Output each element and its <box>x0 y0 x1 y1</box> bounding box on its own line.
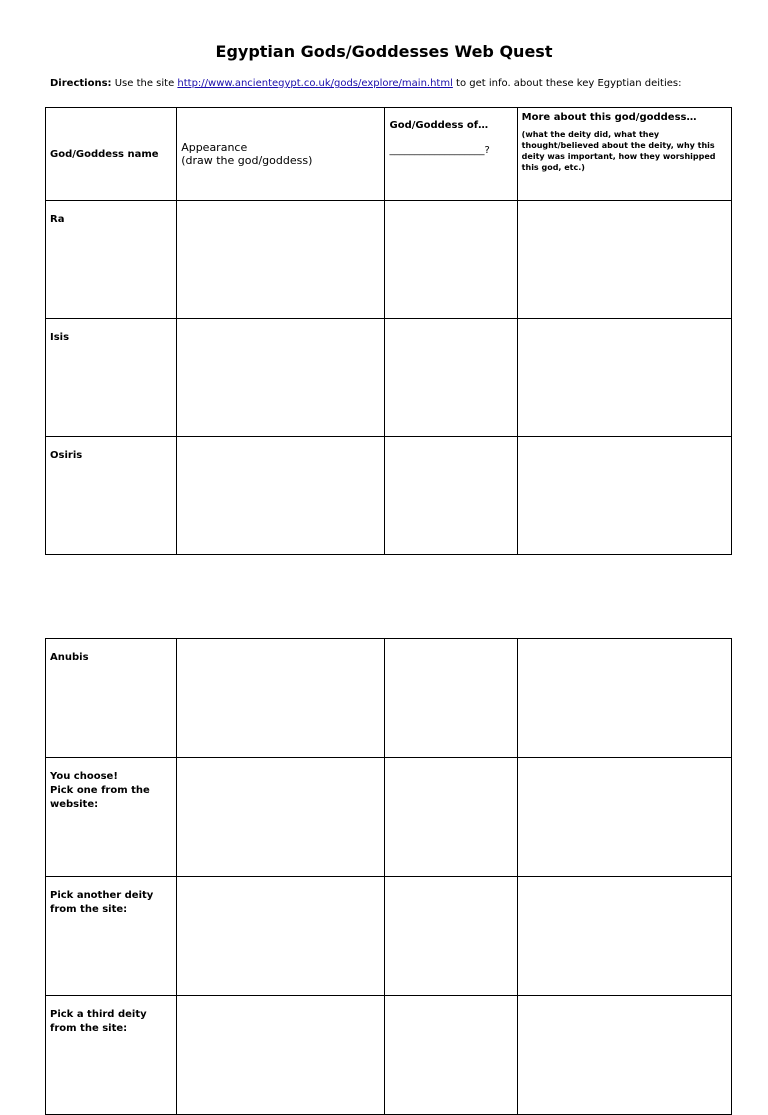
site-link[interactable]: http://www.ancientegypt.co.uk/gods/explore/main.html <box>177 78 453 89</box>
header-godof-label: God/Goddess of… <box>389 120 489 131</box>
deity-name-line: Pick another deity from the site: <box>50 890 154 915</box>
deity-name-line: You choose! <box>50 771 118 782</box>
appearance-cell[interactable] <box>177 877 385 996</box>
appearance-cell[interactable] <box>177 437 385 555</box>
godof-cell[interactable] <box>385 319 517 437</box>
header-more <box>517 108 731 201</box>
deity-name: Ra <box>46 201 177 319</box>
godof-cell[interactable] <box>385 639 517 758</box>
directions-text-before: Use the site <box>111 78 178 89</box>
header-more-subtitle: (what the deity did, what they thought/believed about the deity, why this deity was important, how they worshipped this god, etc.) <box>521 130 716 172</box>
header-appearance-line2: (draw the god/goddess) <box>181 154 313 167</box>
godof-cell[interactable] <box>385 758 517 877</box>
deity-table-top <box>45 107 732 555</box>
table-row <box>46 639 732 758</box>
table-header-row <box>46 108 732 201</box>
deity-table-bottom <box>45 638 732 1115</box>
godof-cell[interactable] <box>385 877 517 996</box>
appearance-cell[interactable] <box>177 758 385 877</box>
more-cell[interactable] <box>517 437 731 555</box>
deity-name <box>46 639 177 758</box>
deity-name <box>46 877 177 996</box>
table-row <box>46 996 732 1115</box>
header-appearance-line1: Appearance <box>181 141 248 154</box>
more-cell[interactable] <box>517 639 731 758</box>
appearance-cell[interactable] <box>177 201 385 319</box>
header-name: God/Goddess name <box>46 108 177 201</box>
more-cell[interactable] <box>517 758 731 877</box>
deity-name: Isis <box>46 319 177 437</box>
header-godof <box>385 108 517 201</box>
directions-text-after: to get info. about these key Egyptian deities: <box>452 78 682 89</box>
more-cell[interactable] <box>517 201 731 319</box>
deity-name <box>46 758 177 877</box>
table-row <box>46 201 732 319</box>
header-more-title: More about this god/goddess… <box>521 112 697 123</box>
appearance-cell[interactable] <box>177 996 385 1115</box>
godof-cell[interactable] <box>385 437 517 555</box>
header-godof-blank: ___________________? <box>389 145 490 156</box>
directions-label: Directions: <box>50 78 112 89</box>
more-cell[interactable] <box>517 996 731 1115</box>
godof-cell[interactable] <box>385 201 517 319</box>
deity-name-line: Pick a third deity from the site: <box>50 1009 147 1034</box>
table-row <box>46 758 732 877</box>
more-cell[interactable] <box>517 877 731 996</box>
more-cell[interactable] <box>517 319 731 437</box>
deity-name-line: Anubis <box>50 652 89 663</box>
deity-name <box>46 996 177 1115</box>
deity-name: Osiris <box>46 437 177 555</box>
page-title: Egyptian Gods/Goddesses Web Quest <box>215 42 553 61</box>
table-row <box>46 877 732 996</box>
deity-name-line: Pick one from the website: <box>50 785 150 810</box>
table-row <box>46 319 732 437</box>
table-row <box>46 437 732 555</box>
appearance-cell[interactable] <box>177 639 385 758</box>
header-appearance <box>177 108 385 201</box>
godof-cell[interactable] <box>385 996 517 1115</box>
directions <box>50 78 681 89</box>
appearance-cell[interactable] <box>177 319 385 437</box>
